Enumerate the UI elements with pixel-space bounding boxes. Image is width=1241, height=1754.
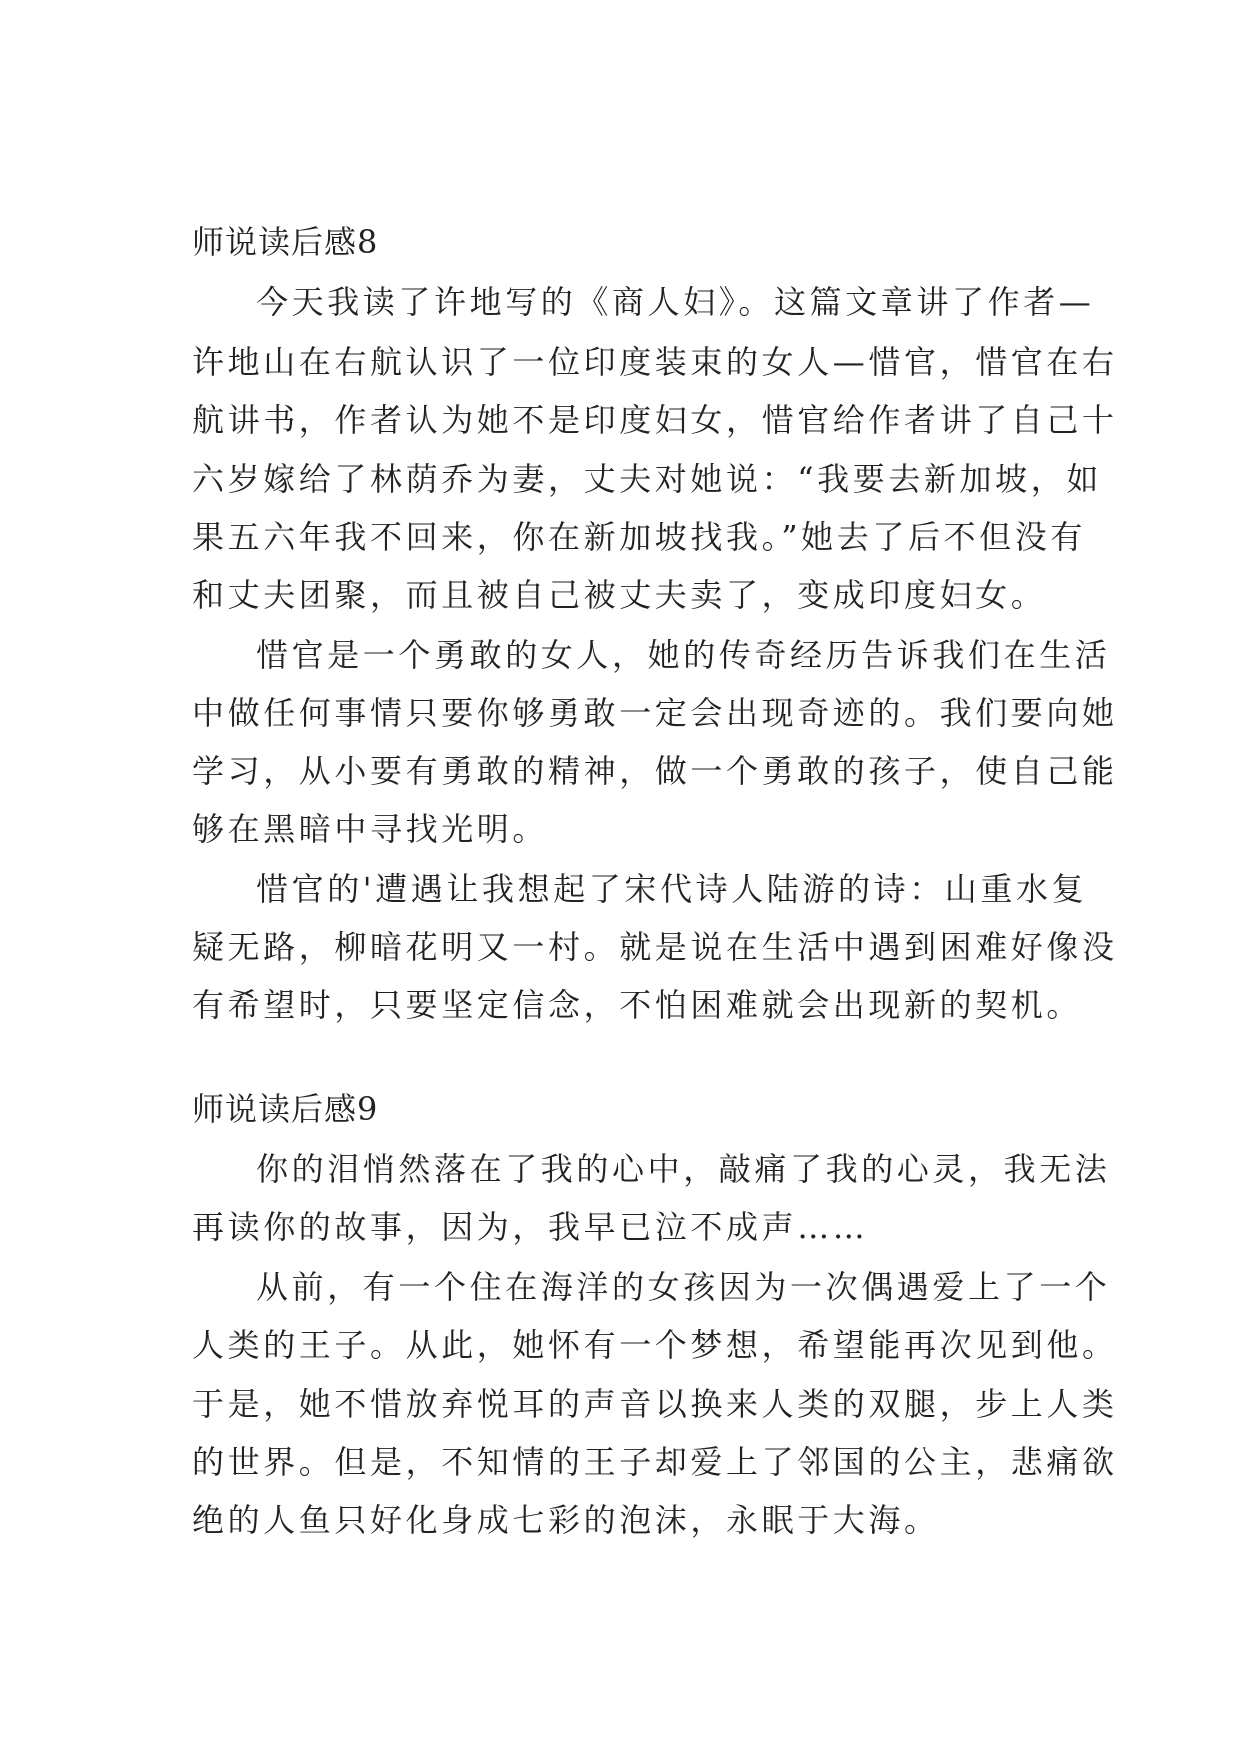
- paragraph-line: 再读你的故事，因为，我早已泣不成声……: [192, 1208, 869, 1246]
- paragraph-line: 够在黑暗中寻找光明。: [192, 810, 549, 848]
- paragraph-line: 人类的王子。从此，她怀有一个梦想，希望能再次见到他。: [192, 1326, 1118, 1364]
- paragraph-line: 和丈夫团聚，而且被自己被丈夫卖了，变成印度妇女。: [192, 576, 1047, 614]
- paragraph-line: 你的泪悄然落在了我的心中，敲痛了我的心灵，我无法: [256, 1150, 1111, 1188]
- paragraph-line: 从前，有一个住在海洋的女孩因为一次偶遇爱上了一个: [256, 1268, 1111, 1306]
- paragraph-line: 惜官是一个勇敢的女人，她的传奇经历告诉我们在生活: [256, 636, 1111, 674]
- section-heading: 师说读后感8: [192, 223, 379, 261]
- paragraph-line: 今天我读了许地写的《商人妇》。这篇文章讲了作者—: [256, 283, 1095, 321]
- paragraph-line: 学习，从小要有勇敢的精神，做一个勇敢的孩子，使自己能: [192, 752, 1118, 790]
- section-heading: 师说读后感9: [192, 1090, 379, 1128]
- paragraph-line: 绝的人鱼只好化身成七彩的泡沫，永眠于大海。: [192, 1501, 940, 1539]
- paragraph-line: 惜官的'遭遇让我想起了宋代诗人陆游的诗：山重水复: [256, 870, 1088, 908]
- paragraph-line: 于是，她不惜放弃悦耳的声音以换来人类的双腿，步上人类: [192, 1385, 1118, 1423]
- paragraph-line: 有希望时，只要坚定信念，不怕困难就会出现新的契机。: [192, 986, 1083, 1024]
- paragraph-line: 果五六年我不回来，你在新加坡找我。”她去了后不但没有: [192, 518, 1086, 556]
- paragraph-line: 的世界。但是，不知情的王子却爱上了邻国的公主，悲痛欲: [192, 1443, 1118, 1481]
- paragraph-line: 航讲书，作者认为她不是印度妇女，惜官给作者讲了自己十: [192, 401, 1118, 439]
- paragraph-line: 许地山在右航认识了一位印度装束的女人—惜官，惜官在右: [192, 343, 1118, 381]
- paragraph-line: 中做任何事情只要你够勇敢一定会出现奇迹的。我们要向她: [192, 694, 1118, 732]
- paragraph-line: 疑无路，柳暗花明又一村。就是说在生活中遇到困难好像没: [192, 928, 1118, 966]
- paragraph-line: 六岁嫁给了林荫乔为妻，丈夫对她说：“我要去新加坡，如: [192, 460, 1102, 498]
